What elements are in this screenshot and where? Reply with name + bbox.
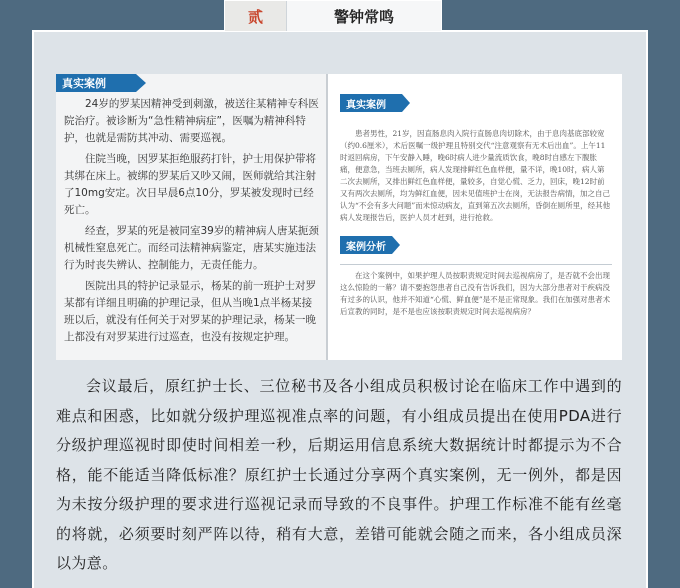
left-paragraph-2: 住院当晚，因罗某拒绝服药打针，护士用保护带将其绑在床上。被绑的罗某后又吵又闹，医师就给其注射了10mg安定。次日早晨6点10分，罗某被发现时已经死亡。 <box>64 153 316 216</box>
analysis-text: 在这个案例中，如果护理人员按职责规定时间去巡视病房了，是否就不会出现这么惊险的一幕？请不要抱怨患者自己没有告诉我们，因为大部分患者对于疾病没有过多的认识，他并不知道“心慌、鲜血便”是不是正常现象。我们在加强对患者术后宣教的同时，是不是也应该按职责规定时间去巡视病房？ <box>340 271 611 316</box>
left-paragraph-4: 医院出具的特护记录显示，杨某的前一班护士对罗某都有详细且明确的护理记录，但从当晚1点半杨某接班以后，就没有任何关于对罗某的护理记录，杨某一晚上都没有对罗某进行过巡查，也没有按规定护理。 <box>64 280 316 343</box>
case-collage-image <box>56 74 622 360</box>
left-paragraph-1: 24岁的罗某因精神受到刺激，被送往某精神专科医院治疗。被诊断为“急性精神病症”，医嘱为精神科特护，也就是需防其冲动、需要巡视。 <box>64 98 319 144</box>
case-panel-right <box>330 74 622 360</box>
left-case-text <box>64 96 322 350</box>
section-number: 贰 <box>225 1 287 31</box>
section-header <box>224 0 442 32</box>
left-paragraph-3: 经查，罗某的死是被同室39岁的精神病人唐某扼颈机械性窒息死亡。而经司法精神病鉴定，唐某实施违法行为时丧失辨认、控制能力，无责任能力。 <box>64 225 319 271</box>
right-case-text: 患者男性，21岁，因直肠息肉入院行直肠息肉切除术，由于息肉基底部较宽（约0.6厘米），术后医嘱一级护理且特别交代“注意观察有无术后出血”。上午11时返回病房，下午安静入睡，晚6时病人进少量流质饮食，晚8时自感左下腹胀痛，便意急，当班去厕所，病人发现排鲜红色血样便，量不详，晚10时，病人第二次去厕所，又排出鲜红色血样便，量较多，自觉心慌、乏力，回床，晚12时前又有两次去厕所，均为鲜红血便，因未见值班护士在岗，无法报告病情，加之自己认为“不会有多大问题”而未惊动病友，直到第五次去厕所，昏倒在厕所里，经其他病人发现报告后，医护人员才赶到，进行抢救。 <box>340 129 611 222</box>
divider <box>340 264 612 265</box>
body-paragraph: 会议最后，原红护士长、三位秘书及各小组成员积极讨论在临床工作中遇到的难点和困惑，比如就分级护理巡视准点率的问题，有小组成员提出在使用PDA进行分级护理巡视时即使时间相差一秒，后期运用信息系统大数据统计时都提示为不合格，能不能适当降低标准？原红护士长通过分享两个真实案例，无一例外，都是因为未按分级护理的要求进行巡视记录而导致的不良事件。护理工作标准不能有丝毫的将就，必须要时刻严阵以待，稍有大意，差错可能就会随之而来，各小组成员深以为意。 <box>56 377 622 572</box>
case-panel-left <box>56 74 328 360</box>
section-title: 警钟常鸣 <box>287 1 441 31</box>
left-case-tag: 真实案例 <box>56 74 136 92</box>
analysis-tag: 案例分析 <box>340 236 392 254</box>
right-case-tag: 真实案例 <box>340 94 402 112</box>
